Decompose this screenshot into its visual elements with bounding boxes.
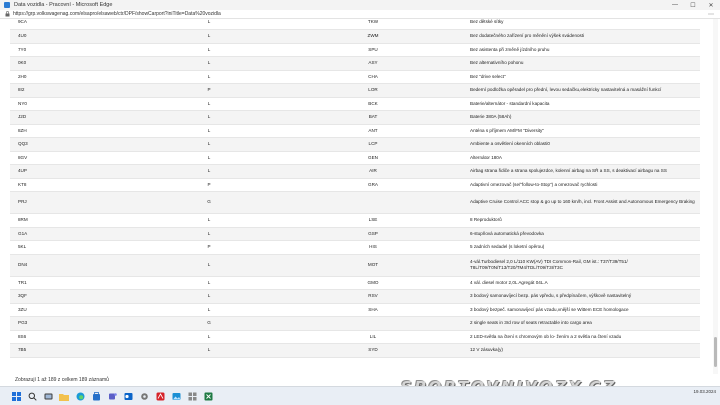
- option-code-cell: 0K0: [10, 57, 140, 71]
- store-icon[interactable]: [90, 390, 102, 402]
- option-group-cell: GRA: [278, 178, 468, 192]
- option-type-cell: P: [140, 84, 278, 98]
- option-description-cell: Bez dětské sítky: [468, 19, 700, 30]
- table-row: [10, 192, 700, 214]
- table-row: [10, 151, 700, 165]
- option-code-cell: 2H0: [10, 70, 140, 84]
- window-title: Data vozidla - Pracovní - Microsoft Edge: [14, 2, 113, 8]
- edge-app-icon: [4, 2, 10, 8]
- record-count: Zobrazují 1 až 189 z celkem 189 záznamů: [15, 377, 109, 383]
- option-type-cell: L: [140, 290, 278, 304]
- option-description-cell: 3 bodový bezpeč. samonavíjecí pás vzadu,vnější se Wittem ECE homologace: [468, 303, 700, 317]
- table-row: [10, 227, 700, 241]
- option-code-cell: 8S6: [10, 330, 140, 344]
- table-row: [10, 70, 700, 84]
- option-code-cell: KT8: [10, 178, 140, 192]
- table-row: [10, 214, 700, 228]
- table-row: [10, 276, 700, 290]
- option-code-cell: 8GV: [10, 151, 140, 165]
- option-code-cell: 8ZH: [10, 124, 140, 138]
- table-row: [10, 241, 700, 255]
- option-code-cell: TR1: [10, 276, 140, 290]
- option-type-cell: L: [140, 124, 278, 138]
- table-row: [10, 303, 700, 317]
- option-group-cell: ASY: [278, 57, 468, 71]
- lock-icon[interactable]: [4, 11, 10, 17]
- option-code-cell: G1A: [10, 227, 140, 241]
- option-type-cell: L: [140, 344, 278, 358]
- app-grid-icon[interactable]: [186, 390, 198, 402]
- option-group-cell: RSV: [278, 290, 468, 304]
- option-group-cell: LIL: [278, 330, 468, 344]
- option-type-cell: L: [140, 70, 278, 84]
- acrobat-icon[interactable]: [154, 390, 166, 402]
- task-view-icon[interactable]: [42, 390, 54, 402]
- option-type-cell: P: [140, 178, 278, 192]
- teams-icon[interactable]: [106, 390, 118, 402]
- photos-icon[interactable]: [170, 390, 182, 402]
- option-group-cell: ZWM: [278, 30, 468, 44]
- option-type-cell: L: [140, 138, 278, 152]
- option-description-cell: Anténa s příjmem AM/FM "Diversity": [468, 124, 700, 138]
- option-description-cell: 12 V zásuvka(y): [468, 344, 700, 358]
- option-description-cell: 6-stupňová automatická převodovka: [468, 227, 700, 241]
- tray-date: 19.03.2024: [693, 389, 716, 394]
- option-type-cell: L: [140, 30, 278, 44]
- option-type-cell: G: [140, 192, 278, 214]
- option-description-cell: 3 bodový samonavíjecí bezp. pás vpředu, s předpínačem, výškově nastavitelný: [468, 290, 700, 304]
- option-group-cell: BCK: [278, 97, 468, 111]
- table-row: [10, 84, 700, 98]
- option-description-cell: Bez dodatečného zařízení pro měnění výšek svádenosti: [468, 30, 700, 44]
- option-group-cell: [278, 192, 468, 214]
- table-row: [10, 165, 700, 179]
- window-controls: [666, 0, 720, 10]
- option-type-cell: L: [140, 254, 278, 276]
- option-type-cell: L: [140, 19, 278, 30]
- search-icon[interactable]: [26, 390, 38, 402]
- address-bar[interactable]: [0, 10, 720, 19]
- table-row: [10, 124, 700, 138]
- option-code-cell: 9CA: [10, 19, 140, 30]
- option-code-cell: 8I2: [10, 84, 140, 98]
- file-explorer-icon[interactable]: [58, 390, 70, 402]
- option-group-cell: LOR: [278, 84, 468, 98]
- option-group-cell: LCP: [278, 138, 468, 152]
- table-row: [10, 97, 700, 111]
- table-row: [10, 344, 700, 358]
- close-button[interactable]: ✕: [708, 2, 714, 9]
- table-row: [10, 330, 700, 344]
- option-description-cell: Bederní podložka opěradel pro přední, levou sedačku,elektricky nastavitelná a masážní funkcí: [468, 84, 700, 98]
- option-description-cell: Bez asistenta při změně jízdního pruhu: [468, 43, 700, 57]
- vehicle-data-page: [0, 19, 720, 374]
- table-row: [10, 111, 700, 125]
- option-code-cell: 8RM: [10, 214, 140, 228]
- option-type-cell: L: [140, 214, 278, 228]
- option-description-cell: Adaptive Cruise Control ACC stop & go up to 160 km/h, incl. Front Assist and Autonomous Emergency Braking: [468, 192, 700, 214]
- table-row: [10, 19, 700, 30]
- table-row: [10, 254, 700, 276]
- option-code-cell: PRJ: [10, 192, 140, 214]
- vertical-scrollbar[interactable]: [713, 19, 718, 374]
- windows-start-icon[interactable]: [10, 390, 22, 402]
- outlook-icon[interactable]: [122, 390, 134, 402]
- option-type-cell: L: [140, 227, 278, 241]
- option-description-cell: Alternátor 180A: [468, 151, 700, 165]
- option-group-cell: SYD: [278, 344, 468, 358]
- table-row: [10, 178, 700, 192]
- option-code-cell: 3QF: [10, 290, 140, 304]
- more-options-icon[interactable]: ⋯: [708, 11, 714, 18]
- option-type-cell: G: [140, 317, 278, 331]
- option-description-cell: Ambiente a osvětlení okenních oblasti0: [468, 138, 700, 152]
- table-row: [10, 317, 700, 331]
- option-code-cell: 5KL: [10, 241, 140, 255]
- window-titlebar: [0, 0, 720, 10]
- windows-taskbar: [0, 386, 720, 405]
- table-row: [10, 43, 700, 57]
- table-row: [10, 57, 700, 71]
- option-type-cell: L: [140, 97, 278, 111]
- option-group-cell: TKW: [278, 19, 468, 30]
- option-code-cell: 3ZU: [10, 303, 140, 317]
- option-code-cell: DN4: [10, 254, 140, 276]
- option-code-cell: 7Y0: [10, 43, 140, 57]
- option-group-cell: GMO: [278, 276, 468, 290]
- option-group-cell: SHA: [278, 303, 468, 317]
- excel-icon[interactable]: [202, 390, 214, 402]
- option-description-cell: Bez "drive select": [468, 70, 700, 84]
- maximize-button[interactable]: ☐: [690, 2, 696, 9]
- table-body: [10, 19, 700, 357]
- url-text[interactable]: https://grp.volkswagenag.com/elsapro/elsaweb/ctr/DPF/showCarport?iniTitle=Data%20vozidla: [13, 11, 221, 17]
- option-type-cell: L: [140, 111, 278, 125]
- option-type-cell: L: [140, 43, 278, 57]
- scrollbar-thumb[interactable]: [714, 337, 717, 367]
- option-code-cell: NY0: [10, 97, 140, 111]
- option-type-cell: P: [140, 241, 278, 255]
- option-group-cell: [278, 317, 468, 331]
- table-row: [10, 290, 700, 304]
- option-description-cell: Adaptivní omezovač (se/"follow-to-Stop") a omezovač rychlosti: [468, 178, 700, 192]
- option-description-cell: Airbag strana řidiče a strana spolujezdce, kolenní airbag na SŘ a SS, s deaktivací airbagu na SS: [468, 165, 700, 179]
- option-code-cell: J2D: [10, 111, 140, 125]
- option-group-cell: AIR: [278, 165, 468, 179]
- option-group-cell: MOT: [278, 254, 468, 276]
- option-group-cell: LSE: [278, 214, 468, 228]
- system-tray[interactable]: [693, 389, 716, 395]
- option-type-cell: L: [140, 276, 278, 290]
- vehicle-options-table: [10, 19, 700, 358]
- option-type-cell: L: [140, 57, 278, 71]
- option-group-cell: BAT: [278, 111, 468, 125]
- option-code-cell: QQ3: [10, 138, 140, 152]
- option-code-cell: 4UP: [10, 165, 140, 179]
- option-group-cell: GSP: [278, 227, 468, 241]
- settings-icon[interactable]: [138, 390, 150, 402]
- option-group-cell: CHA: [278, 70, 468, 84]
- option-code-cell: PG3: [10, 317, 140, 331]
- option-description-cell: 5 zadních sedadel (s loketní opěrou): [468, 241, 700, 255]
- option-type-cell: L: [140, 303, 278, 317]
- option-description-cell: Baterie/alternátor - standardní kapacita: [468, 97, 700, 111]
- minimize-button[interactable]: —: [672, 2, 678, 8]
- option-group-cell: ANT: [278, 124, 468, 138]
- edge-browser-icon[interactable]: [74, 390, 86, 402]
- option-type-cell: L: [140, 330, 278, 344]
- option-description-cell: 4 vál. diesel motor 2,0L Agregát 04L.A: [468, 276, 700, 290]
- table-row: [10, 138, 700, 152]
- option-group-cell: SPU: [278, 43, 468, 57]
- option-code-cell: 7B5: [10, 344, 140, 358]
- option-description-cell: 8 Reproduktorů: [468, 214, 700, 228]
- option-description-cell: Baterie 380A (58Ah): [468, 111, 700, 125]
- table-row: [10, 30, 700, 44]
- option-description-cell: 4-vál.Turbodiesel 2,0 L/110 KW(AV) TDI Common-Rail, GM ist.: T37/T39/T51/ T8L/T09/T0N/T13/T20/TM4/TDL/T09/T3I/T3C: [468, 254, 700, 276]
- option-group-cell: GEN: [278, 151, 468, 165]
- option-type-cell: L: [140, 151, 278, 165]
- option-description-cell: 2 LED-světla na čtení s chromovým ob lo- žením a 2 světla na čtení vzadu: [468, 330, 700, 344]
- option-description-cell: 2 single seats in 3rd row of seats retractable into cargo area: [468, 317, 700, 331]
- option-description-cell: Bez alternativního pohonu: [468, 57, 700, 71]
- option-code-cell: 4U0: [10, 30, 140, 44]
- option-group-cell: HIS: [278, 241, 468, 255]
- option-type-cell: L: [140, 165, 278, 179]
